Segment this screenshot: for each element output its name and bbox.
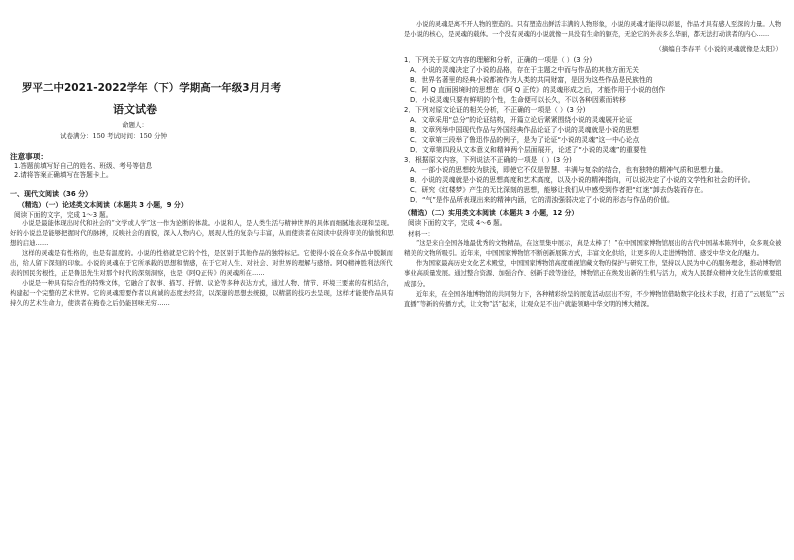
passage-paragraph: 作为国家最高历史文化艺术殿堂，中国国家博物馆高度重视馆藏文物的保护与研究工作，坚持以人民为中心的服务理念，推动博物馆事业高质量发展。通过整合资源、加强合作、创新手段等途径，博物馆正在焕发出新的生机与活力，成为人民群众精神文化生活的重要组成部分。 [404, 260, 782, 288]
score-line: 试卷满分：150 考试时间：150 分钟 [60, 132, 167, 140]
question-2: 2．下列对原文论证的相关分析，不正确的一项是（ ）(3 分) [404, 105, 586, 114]
question-option: C．文章第三段举了鲁迅作品的例子，是为了论证“小说的灵魂”这一中心论点 [410, 135, 640, 144]
subsection-heading: （精选）（二）实用类文本阅读（本题共 3 小题，12 分） [404, 208, 579, 217]
source-citation: （摘编自李春平《小说的灵魂就像是太阳》） [655, 44, 782, 53]
exam-subtitle: 语文试卷 [113, 103, 157, 116]
question-option: B．世界名著里的经典小说都被作为人类的共同财富，是因为这些作品是民族性的 [410, 75, 653, 84]
reading-instruction: 阅读下面的文字，完成 4～6 题。 [408, 218, 507, 227]
question-option: B．小说的灵魂就是小说的思想高度和艺术高度，以及小说的精神指向，可以说决定了小说的文学性和社会的评价。 [410, 175, 755, 184]
passage-paragraph: 小说是一种具有综合性的特殊文体，它融合了叙事、描写、抒情、议论等多种表达方式，通过人物、情节、环境三要素的有机结合，构建起一个完整的艺术世界。它的灵魂需要作者以真诚的态度去经营，以深邃的思想去统摄，以精湛的技巧去呈现，这样才能使作品具有持久的艺术生命力，使读者在掩卷之后仍能回味无穷…… [10, 279, 394, 307]
question-3: 3．根据原文内容，下列说法不正确的一项是（ ）(3 分) [404, 155, 572, 164]
question-option: C．研究《红楼梦》产生的无比深刻的思想，能够让我们从中感受到作者把“红迷”卸去伪装而存在。 [410, 185, 708, 194]
question-option: C．阿 Q 直面困境时的思想在《阿 Q 正传》的灵魂形成之后，才能作用于小说的创作 [410, 85, 666, 94]
question-option: D．“气”是作品所表现出来的精神内涵，它的清浊强弱决定了小说的形态与作品的价值。 [410, 195, 674, 204]
question-option: B．文章列举中国现代作品与外国经典作品论证了小说的灵魂就是小说的思想 [410, 125, 639, 134]
question-1: 1．下列关于原文内容的理解和分析，正确的一项是（ ）(3 分) [404, 55, 593, 64]
passage-paragraph: 近年来，在全国各地博物馆的共同努力下，各种精彩纷呈的展览活动层出不穷，不少博物馆借助数字化技术手段，打造了“云展览”“云直播”等新的传播方式，让文物“活”起来，让观众足不出户就能领略中华文明的博大精深。 [404, 291, 785, 309]
setter-line: 命题人： [122, 121, 148, 129]
question-option: A．一部小说的思想较为肤浅，即使它不仅是智慧、丰满与复杂的结合，也有独特的精神气质和思想力量。 [410, 165, 728, 174]
question-option: A．文章采用“总分”的论证结构，开篇立论后紧紧围绕小说的灵魂展开论证 [410, 115, 633, 124]
passage-paragraph: “这是来自全国各地最优秀的文物精品，在这里集中展示，真是太棒了！”在中国国家博物馆展出的古代中国基本陈列中，众多观众被精美的文物所吸引。近年来，中国国家博物馆不断创新展陈方式，丰富文化供给，让更多的人走进博物馆、感受中华文化的魅力。 [404, 239, 782, 257]
left-column [10, 0, 398, 560]
question-option: A．小说的灵魂决定了小说的品格，存在于主题之中而与作品的其他方面无关 [410, 65, 639, 74]
right-column [404, 0, 786, 560]
reading-instruction: 阅读下面的文字，完成 1～3 题。 [14, 210, 113, 219]
question-option: D．文章第四段从文本意义和精神两个层面展开，论述了“小说的灵魂”的重要性 [410, 145, 647, 154]
notice-heading: 注意事项： [10, 152, 48, 161]
section-heading: 一、现代文阅读（36 分） [10, 189, 93, 198]
question-option: D．小说灵魂只要有鲜明的个性，生命便可以长久，不以各种因素而转移 [410, 95, 626, 104]
passage-paragraph: 小说是最能体现出时代和社会的“文学或人学”这一作为论断的体裁。小说和人，是人类生活与精神世界的具体而细腻地表现和呈现。好的小说总是能够把握时代的脉搏，反映社会的面貌，深入人物内心，展现人性的复杂与丰富，从而使读者在阅读中获得审美的愉悦和思想的启迪…… [10, 219, 394, 247]
notice-item: 1.答题前填写好自己的姓名、班级、考号等信息 [14, 162, 153, 170]
notice-item: 2.请将答案正确填写在答题卡上。 [14, 171, 113, 180]
material-label: 材料一： [408, 229, 434, 238]
exam-title: 罗平二中2021-2022学年（下）学期高一年级3月月考 [22, 82, 282, 94]
passage-paragraph: 小说的灵魂是离不开人物的塑造的。只有塑造出鲜活丰满的人物形象，小说的灵魂才能得以彰显，作品才具有感人至深的力量。人物是小说的核心，是灵魂的载体。一个没有灵魂的小说就像一具没有生命的躯壳，无论它的外表多么华丽，都无法打动读者的内心…… [404, 21, 782, 39]
passage-paragraph: 这样的灵魂是有性格的，也是有温度的。小说的性格就是它的个性，是区别于其他作品的独特标记。它使得小说在众多作品中脱颖而出，给人留下深刻的印象。小说的灵魂在于它所承载的思想和情感，在于它对人生、对社会、对世界的理解与感悟。阿Q精神胜利法所代表的国民劣根性，正是鲁迅先生对那个时代的深刻洞察，也是《阿Q正传》的灵魂所在…… [10, 249, 394, 277]
subsection-heading: （精选）（一）论述类文本阅读（本题共 3 小题，9 分） [18, 200, 188, 209]
